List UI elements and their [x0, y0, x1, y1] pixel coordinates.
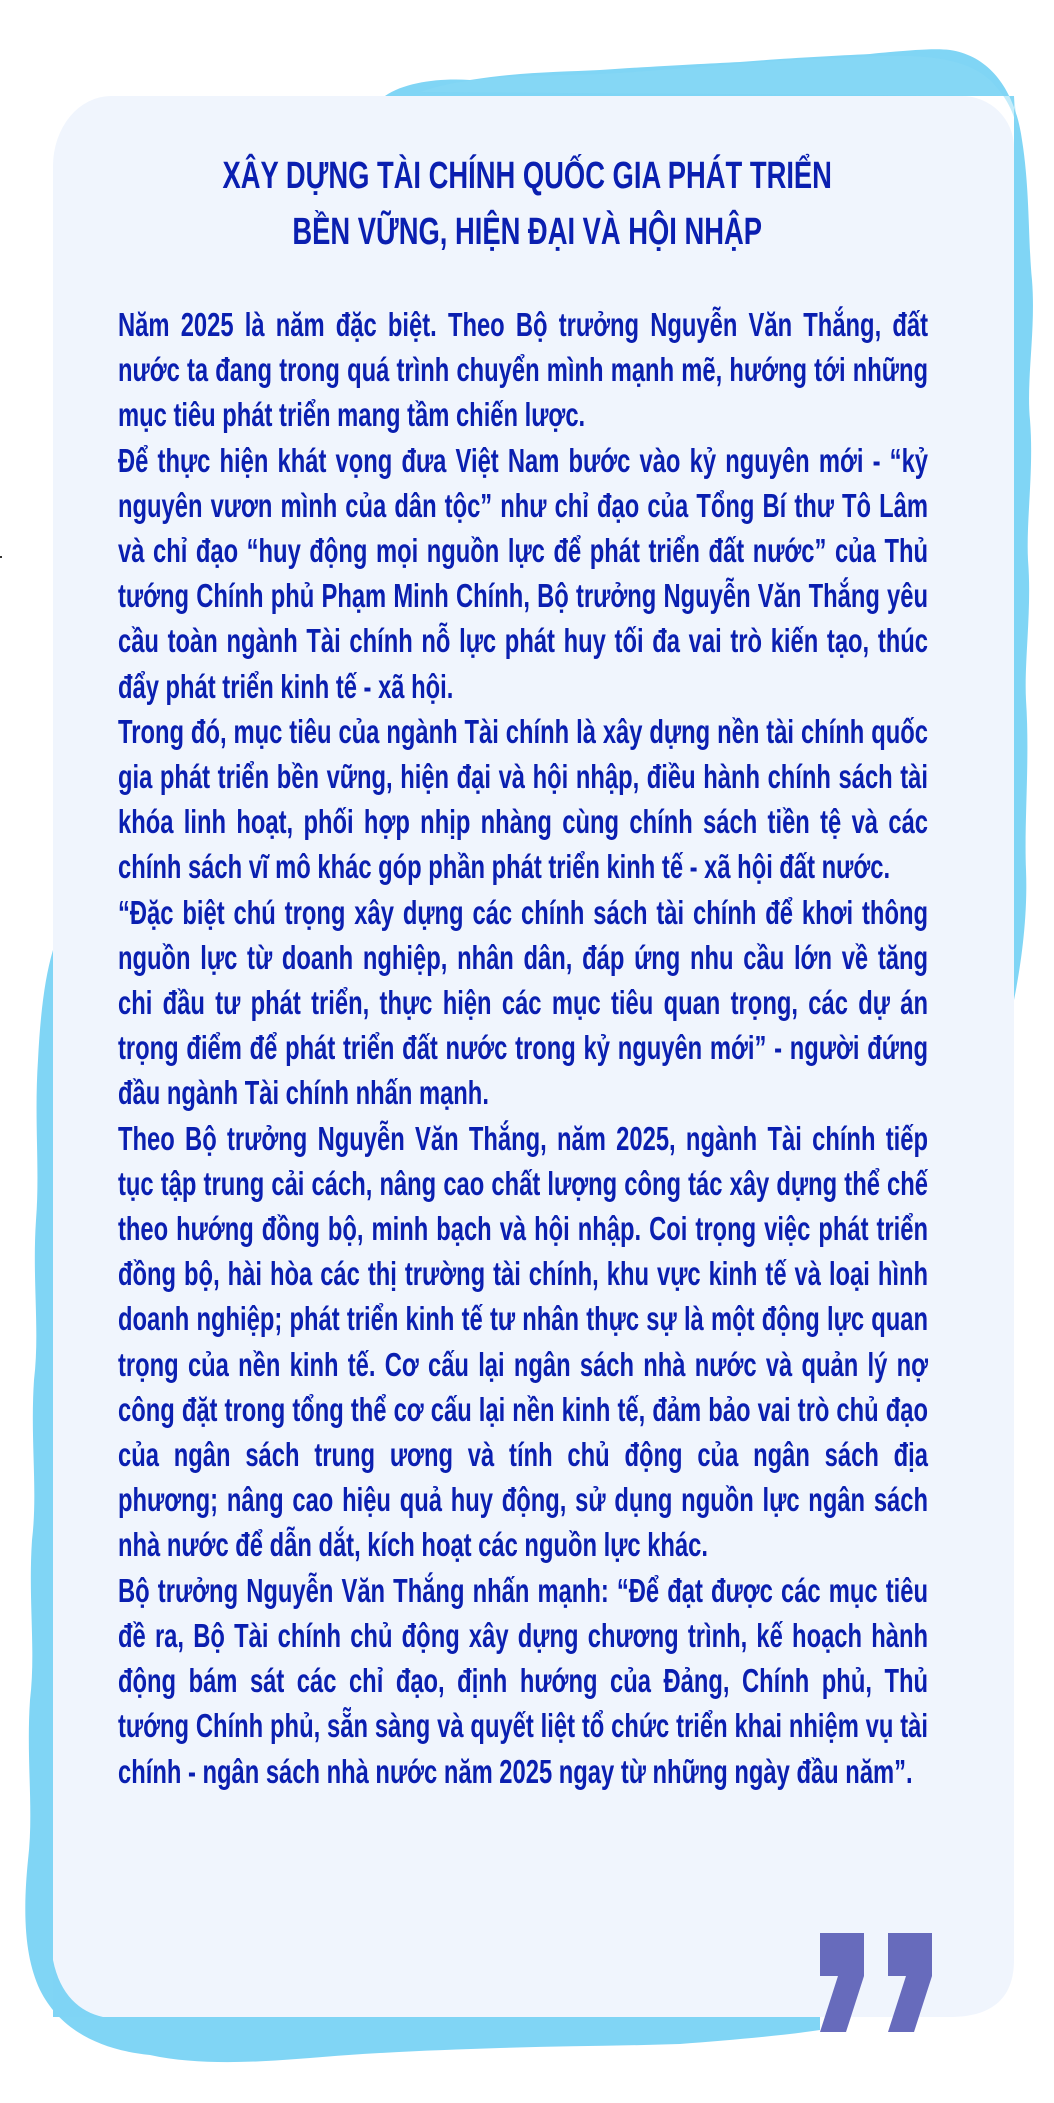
article-body: [118, 302, 928, 1794]
title-line-2: BỀN VỮNG, HIỆN ĐẠI VÀ HỘI NHẬP: [292, 211, 762, 253]
stray-dot: [0, 556, 2, 558]
paragraph-1: Năm 2025 là năm đặc biệt. Theo Bộ trưởng Nguyễn Văn Thắng, đất nước ta đang trong quá trình chuyển mình mạnh mẽ, hướng tới những mục tiêu phát triển mang tầm chiến lược.: [118, 306, 929, 434]
page-title: [0, 148, 1054, 260]
paragraph-5: Theo Bộ trưởng Nguyễn Văn Thắng, năm 2025, ngành Tài chính tiếp tục tập trung cải cách, nâng cao chất lượng công tác xây dựng thể chế theo hướng đồng bộ, minh bạch và hội nhập. Coi trọng việc phát triển đồng bộ, hài hòa các thị trường tài chính, khu vực kinh tế và loại hình doanh nghiệp; phát triển kinh tế tư nhân thực sự là một động lực quan trọng của nền kinh tế. Cơ cấu lại ngân sách nhà nước và quản lý nợ công đặt trong tổng thể cơ cấu lại nền kinh tế, đảm bảo vai trò chủ đạo của ngân sách trung ương và tính chủ động của ngân sách địa phương; nâng cao hiệu quả huy động, sử dụng nguồn lực ngân sách nhà nước để dẫn dắt, kích hoạt các nguồn lực khác.: [118, 1119, 929, 1564]
paragraph-6: Bộ trưởng Nguyễn Văn Thắng nhấn mạnh: “Để đạt được các mục tiêu đề ra, Bộ Tài chính chủ động xây dựng chương trình, kế hoạch hành động bám sát các chỉ đạo, định hướng của Đảng, Chính phủ, Thủ tướng Chính phủ, sẵn sàng và quyết liệt tổ chức triển khai nhiệm vụ tài chính - ngân sách nhà nước năm 2025 ngay từ những ngày đầu năm”.: [118, 1571, 929, 1790]
paragraph-2: Để thực hiện khát vọng đưa Việt Nam bước vào kỷ nguyên mới - “kỷ nguyên vươn mình của dân tộc” như chỉ đạo của Tổng Bí thư Tô Lâm và chỉ đạo “huy động mọi nguồn lực để phát triển đất nước” của Thủ tướng Chính phủ Phạm Minh Chính, Bộ trưởng Nguyễn Văn Thắng yêu cầu toàn ngành Tài chính nỗ lực phát huy tối đa vai trò kiến tạo, thúc đẩy phát triển kinh tế - xã hội.: [118, 441, 929, 705]
closing-quote-icon: [812, 1900, 942, 2040]
paragraph-3: Trong đó, mục tiêu của ngành Tài chính là xây dựng nền tài chính quốc gia phát triển bền vững, hiện đại và hội nhập, điều hành chính sách tài khóa linh hoạt, phối hợp nhịp nhàng cùng chính sách tiền tệ và các chính sách vĩ mô khác góp phần phát triển kinh tế - xã hội đất nước.: [118, 712, 929, 886]
paragraph-4: “Đặc biệt chú trọng xây dựng các chính sách tài chính để khơi thông nguồn lực từ doanh nghiệp, nhân dân, đáp ứng nhu cầu lớn về tăng chi đầu tư phát triển, thực hiện các mục tiêu quan trọng, các dự án trọng điểm để phát triển đất nước trong kỷ nguyên mới” - người đứng đầu ngành Tài chính nhấn mạnh.: [118, 893, 929, 1112]
title-line-1: XÂY DỰNG TÀI CHÍNH QUỐC GIA PHÁT TRIỂN: [222, 155, 832, 197]
